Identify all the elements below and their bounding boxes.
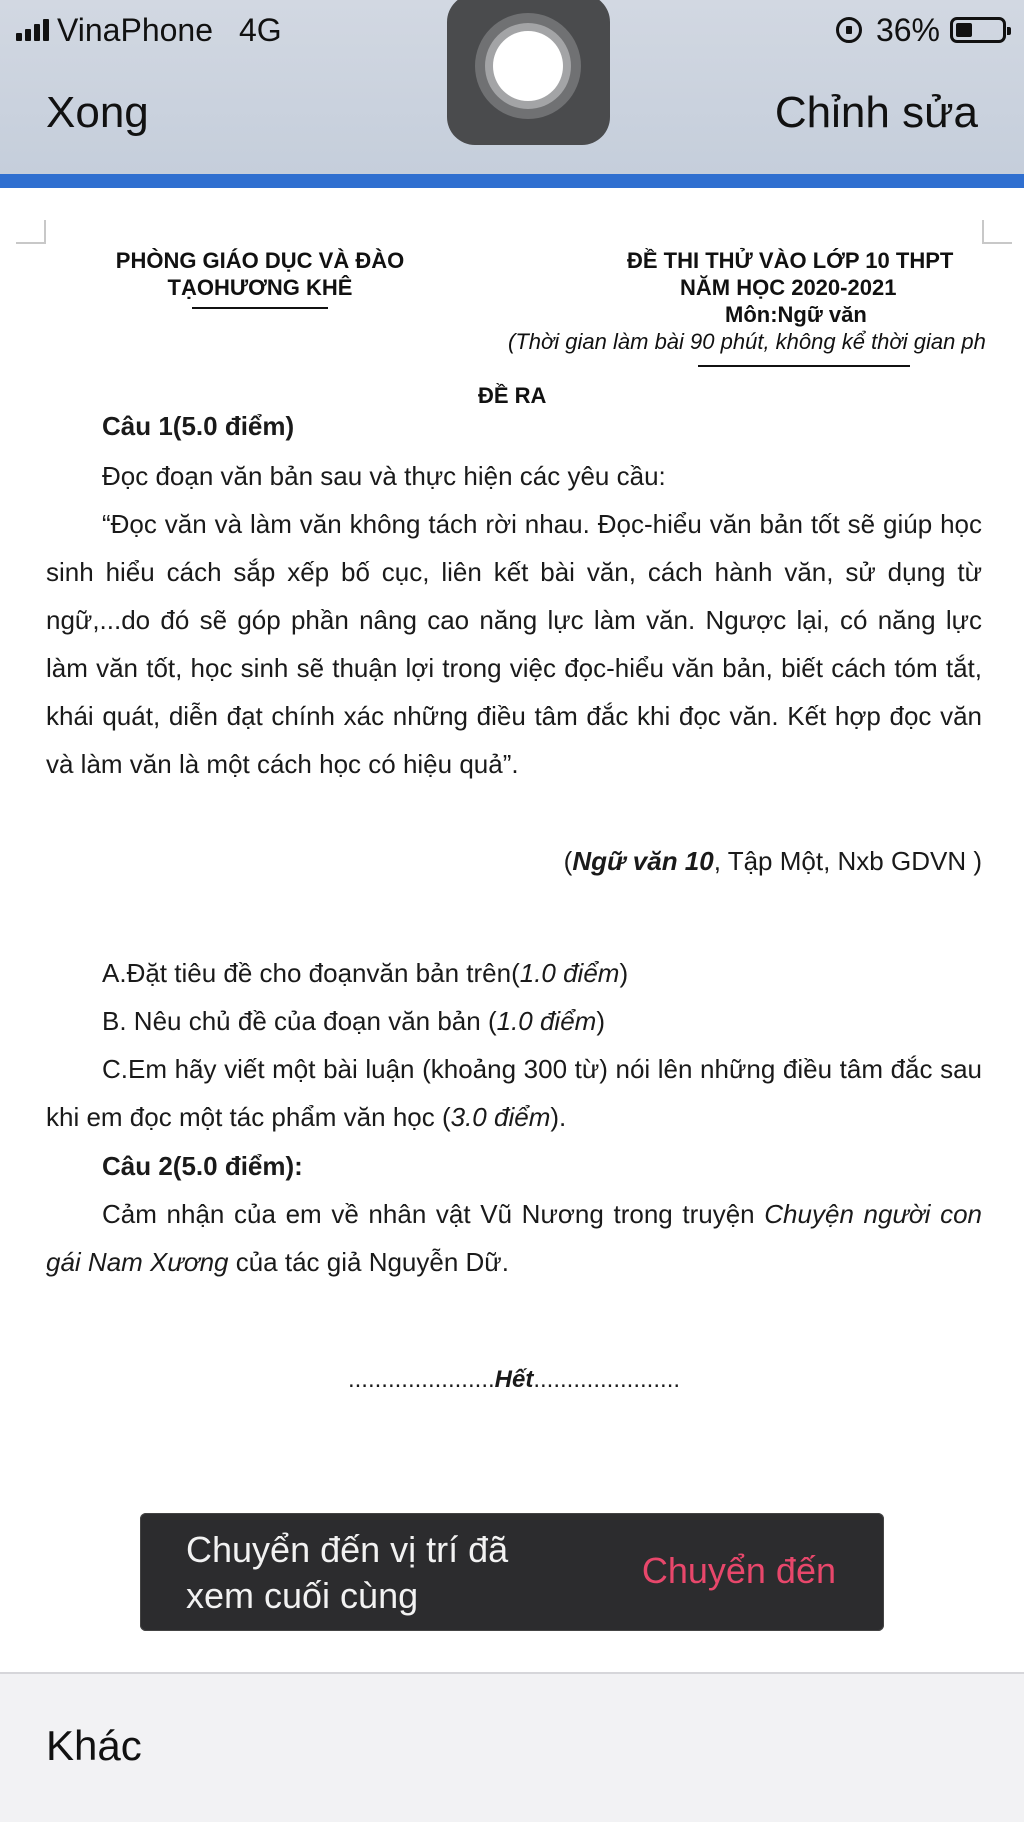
done-button[interactable]: Xong <box>46 88 149 137</box>
header-left-line2: TẠOHƯƠNG KHÊ <box>167 275 353 300</box>
passage-source <box>46 843 982 879</box>
question-2-title: Câu 2(5.0 điểm): <box>102 1151 303 1181</box>
task-b-score: 1.0 điểm <box>496 1006 597 1036</box>
toast-message: Chuyển đến vị trí đã xem cuối cùng <box>186 1529 509 1616</box>
end-marker <box>46 1365 982 1395</box>
edit-button[interactable]: Chỉnh sửa <box>774 88 978 137</box>
question-2-text <box>46 1190 982 1286</box>
task-b-close: ) <box>596 1006 606 1036</box>
source-open: ( <box>563 846 573 876</box>
section-title: ĐỀ RA <box>478 383 547 408</box>
signal-bars-icon <box>16 19 49 41</box>
question-1-title: Câu 1(5.0 điểm) <box>102 411 295 441</box>
header-left-line1: PHÒNG GIÁO DỤC VÀ ĐÀO <box>115 248 405 273</box>
bottom-sheet <box>0 1672 1024 1822</box>
question-1-instruction: Đọc đoạn văn bản sau và thực hiện các yêu cầu: <box>102 461 666 491</box>
subject: Môn:Ngữ văn <box>725 302 867 327</box>
network-type: 4G <box>239 11 282 48</box>
assistive-touch-button[interactable] <box>447 0 610 145</box>
battery-fill <box>956 23 972 37</box>
task-a <box>46 955 982 991</box>
go-to-last-position-button[interactable]: Chuyển đến <box>641 1550 836 1591</box>
question-1-passage: “Đọc văn và làm văn không tách rời nhau. Đọc-hiểu văn bản tốt sẽ giúp học sinh hiểu cách sắp xếp bố cục, liên kết bài văn, cách hành văn, sử dụng từ ngữ,...do đó sẽ góp phần nâng cao năng lực làm văn. Ngược lại, có năng lực làm văn tốt, học sinh sẽ thuận lợi trong việc đọc-hiểu văn bản, biết cách tóm tắt, khái quát, diễn đạt chính xác những điều tâm đắc khi đọc văn. Kết hợp đọc văn và làm văn là một cách học có hiệu quả”. <box>46 509 982 779</box>
question-2-text-after: của tác giả Nguyễn Dữ. <box>228 1247 509 1277</box>
header-left-rule <box>192 307 328 309</box>
header-accent-line <box>0 174 1024 188</box>
task-a-text: A.Đặt tiêu đề cho đoạnvăn bản trên( <box>102 958 520 988</box>
question-2-work-title: Chuyện người con gái Nam Xương <box>46 1199 982 1277</box>
status-bar-left <box>16 8 282 52</box>
document-header-left <box>100 247 420 309</box>
battery-percent: 36% <box>875 11 940 48</box>
question-2-text-before: Cảm nhận của em về nhân vật Vũ Nương trong truyện <box>102 1199 765 1229</box>
end-dots-left: ...................... <box>347 1366 495 1393</box>
task-c-close: ). <box>550 1102 567 1132</box>
task-c-score: 3.0 điểm <box>450 1102 551 1132</box>
task-b <box>46 1003 982 1039</box>
time-limit: (Thời gian làm bài 90 phút, không kể thời gian ph <box>508 329 986 354</box>
exam-title: ĐỀ THI THỬ VÀO LỚP 10 THPT <box>627 248 954 273</box>
task-c-text: C.Em hãy viết một bài luận (khoảng 300 từ) nói lên những điều tâm đắc sau khi em đọc một tác phẩm văn học ( <box>46 1054 982 1132</box>
page-corner-mark-right <box>982 220 1012 244</box>
task-b-text: B. Nêu chủ đề của đoạn văn bản ( <box>102 1006 497 1036</box>
end-word: Hết <box>494 1366 534 1393</box>
carrier-name: VinaPhone <box>57 11 213 48</box>
top-bar <box>0 0 1024 174</box>
task-c <box>46 1045 982 1141</box>
page-corner-mark-left <box>16 220 46 244</box>
battery-icon <box>950 17 1006 43</box>
source-rest: , Tập Một, Nxb GDVN ) <box>713 846 982 876</box>
header-right-rule <box>698 365 910 367</box>
status-bar-right <box>836 8 1006 52</box>
assistive-touch-center <box>493 31 563 101</box>
other-option[interactable]: Khác <box>46 1722 142 1769</box>
task-a-close: ) <box>619 958 629 988</box>
end-dots-right: ...................... <box>533 1366 681 1393</box>
task-a-score: 1.0 điểm <box>519 958 620 988</box>
rotation-lock-icon <box>836 17 862 43</box>
document-header-right <box>508 247 1024 367</box>
source-book: Ngữ văn 10 <box>572 846 714 876</box>
school-year: NĂM HỌC 2020-2021 <box>680 275 897 300</box>
resume-position-toast <box>140 1513 884 1631</box>
